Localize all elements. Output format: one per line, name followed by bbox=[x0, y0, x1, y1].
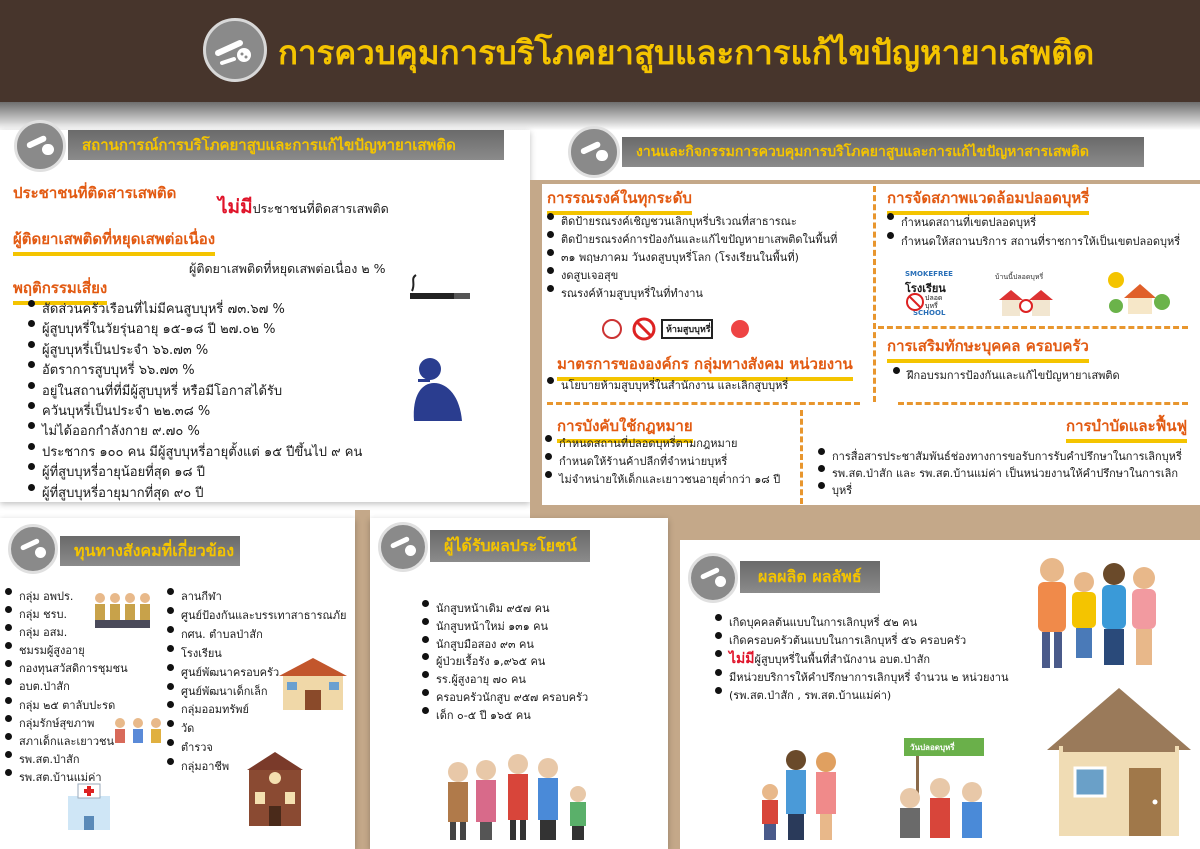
law-item: กำหนดให้ร้านค้าปลีกที่จำหน่ายบุหรี่ bbox=[545, 453, 780, 471]
volunteers-illustration bbox=[92, 590, 154, 634]
house-sign-text: บ้านนี้ปลอดบุหรี่ bbox=[995, 273, 1044, 281]
skill-list bbox=[893, 367, 1120, 385]
treat-item: รพ.สต.ป่าสัก และ รพ.สต.บ้านแม่ค่า เป็นหน่วยงานให้คำปรึกษาในการเลิก bbox=[818, 465, 1182, 482]
capital-item: โรงเรียน bbox=[167, 645, 346, 664]
org-list bbox=[547, 377, 788, 395]
beneficiaries-list bbox=[422, 600, 588, 725]
addicts-heading: ประชาชนที่ติดสารเสพติด bbox=[13, 184, 177, 202]
addicts-text: ประชาชนที่ติดสารเสพติด bbox=[252, 201, 389, 216]
people-group-illustration bbox=[112, 716, 164, 750]
beneficiaries-badge-icon bbox=[378, 522, 428, 572]
no-smoking-sign-text: ห้ามสูบบุหรี่ bbox=[666, 325, 711, 335]
activities-frame-left bbox=[530, 180, 542, 509]
output-item: เกิดบุคคลต้นแบบในการเลิกบุหรี่ ๕๒ คน bbox=[715, 614, 1009, 632]
capital-item: สภาเด็กและเยาวชน bbox=[5, 733, 128, 751]
treat-item-cont-text: บุหรี่ bbox=[832, 484, 853, 497]
bottom-frame-top-right bbox=[680, 525, 1200, 540]
output-none-label: ไม่มี bbox=[729, 651, 755, 667]
output-item4-cont-text: (รพ.สต.ป่าสัก , รพ.สต.บ้านแม่ค่า) bbox=[729, 689, 892, 702]
capital-item: กลุ่ม อสม. bbox=[5, 624, 128, 642]
capital-item: กลุ่ม ชรบ. bbox=[5, 606, 128, 624]
activities-divider-law bbox=[800, 410, 803, 504]
capital-item: รพ.สต.ป่าสัก bbox=[5, 751, 128, 769]
campaign-list bbox=[547, 213, 837, 303]
outputs-ribbon-text: ผลผลิต ผลลัพธ์ bbox=[758, 566, 862, 586]
risk-item-cont-text: ควันบุหรี่เป็นประจำ ๒๒.๓๘ % bbox=[42, 404, 211, 420]
school-sign-school-en: SCHOOL bbox=[913, 309, 946, 317]
beneficiary-item: รร.ผู้สูงอายุ ๗๐ คน bbox=[422, 671, 588, 689]
bottom-frame-gap-1 bbox=[355, 510, 370, 849]
capital-item: ศูนย์พัฒนาครอบครัว bbox=[167, 664, 346, 683]
risk-item: อัตราการสูบบุหรี่ ๖๖.๗๓ % bbox=[28, 361, 362, 381]
risk-item: ผู้ที่สูบบุหรี่อายุมากที่สุด ๙๐ ปี bbox=[28, 484, 362, 504]
capital-item: กลุ่ม ๒๕ ตาลับปะรด bbox=[5, 697, 128, 715]
activities-badge-icon bbox=[568, 126, 620, 178]
protest-sign-text: วันปลอดบุหรี่ bbox=[910, 743, 955, 752]
cigarette-illustration bbox=[408, 273, 472, 309]
risk-heading: พฤติกรรมเสี่ยง bbox=[13, 276, 107, 305]
beneficiary-item: ครอบครัวนักสูบ ๙๕๗ ครอบครัว bbox=[422, 689, 588, 707]
output-item: เกิดครอบครัวต้นแบบในการเลิกบุหรี่ ๕๖ ครอบครัว bbox=[715, 632, 1009, 650]
risk-item: สัดส่วนครัวเรือนที่ไม่มีคนสูบบุหรี่ ๗๓.๖๗ % bbox=[28, 300, 362, 320]
beneficiaries-ribbon bbox=[430, 530, 590, 562]
school-sign-free: ปลอด bbox=[925, 294, 943, 302]
capital-ribbon bbox=[60, 536, 240, 566]
no-smoking-logo-icon bbox=[203, 18, 267, 82]
capital-item: กศน. ตำบลป่าสัก bbox=[167, 626, 346, 645]
capital-item: กลุ่ม อพปร. bbox=[5, 588, 128, 606]
addicts-line bbox=[218, 192, 389, 222]
quit-heading: ผู้ติดยาเสพติดที่หยุดเสพต่อเนื่อง bbox=[13, 227, 215, 256]
capital-item: ศูนย์พัฒนาเด็กเล็ก bbox=[167, 683, 346, 702]
env-item: กำหนดสถานที่เขตปลอดบุหรี่ bbox=[887, 213, 1180, 232]
situation-ribbon-text: สถานการณ์การบริโภคยาสูบและการแก้ไขปัญหายาเสพติด bbox=[82, 136, 456, 154]
law-heading: การบังคับใช้กฎหมาย bbox=[557, 414, 693, 443]
campaign-item: รณรงค์ห้ามสูบบุหรี่ในที่ทำงาน bbox=[547, 285, 837, 303]
output-item-continuation bbox=[715, 687, 1009, 705]
capital-badge-icon bbox=[8, 524, 58, 574]
children-couple-illustration bbox=[756, 746, 846, 846]
capital-item: ชมรมผู้สูงอายุ bbox=[5, 642, 128, 660]
smokefree-house-sign bbox=[995, 272, 1057, 318]
capital-item: รพ.สต.บ้านแม่ค่า bbox=[5, 769, 128, 787]
capital-item: ตำรวจ bbox=[167, 739, 346, 758]
school-sign-school-th: โรงเรียน bbox=[905, 282, 946, 295]
campaign-item: ติดป้ายรณรงค์เชิญชวนเลิกบุหรี่บริเวณที่สาธารณะ bbox=[547, 213, 837, 231]
activities-ribbon-text: งานและกิจกรรมการควบคุมการบริโภคยาสูบและการแก้ไขปัญหาสารเสพติด bbox=[636, 144, 1089, 160]
capital-item: ลานกีฬา bbox=[167, 588, 346, 607]
treat-heading: การบำบัดและฟื้นฟู bbox=[1066, 414, 1187, 443]
org-heading: มาตรการขององค์กร กลุ่มทางสังคม หน่วยงาน bbox=[557, 352, 853, 381]
protest-crowd-illustration bbox=[888, 736, 998, 842]
bottom-frame-gap-2 bbox=[668, 510, 680, 849]
school-building-illustration bbox=[275, 656, 351, 716]
treat-item-continuation bbox=[818, 482, 1182, 499]
campaign-logos-illustration bbox=[600, 316, 760, 346]
activities-divider-skill bbox=[898, 402, 1188, 405]
env-item: กำหนดให้สถานบริการ สถานที่ราชการให้เป็นเขตปลอดบุหรี่ bbox=[887, 232, 1180, 251]
output-item3-text: ผู้สูบบุหรี่ในพื้นที่สำนักงาน อบต.ป่าสัก bbox=[754, 653, 931, 666]
risk-item: อยู่ในสถานที่ที่มีผู้สูบบุหรี่ หรือมีโอกาสได้รับ bbox=[28, 382, 362, 402]
beneficiary-item: เด็ก ๐-๕ ปี ๑๖๕ คน bbox=[422, 707, 588, 725]
quit-text: ผู้ติดยาเสพติดที่หยุดเสพต่อเนื่อง ๒ % bbox=[189, 261, 386, 276]
risk-item: ผู้สูบบุหรี่ในวัยรุ่นอายุ ๑๕-๑๘ ปี ๒๗.๐๒ % bbox=[28, 320, 362, 340]
addicts-none-label: ไม่มี bbox=[218, 196, 253, 218]
capital-ribbon-text: ทุนทางสังคมที่เกี่ยวข้อง bbox=[74, 540, 235, 560]
beneficiary-item: นักสูบหน้าเดิม ๙๕๗ คน bbox=[422, 600, 588, 618]
risk-item-continuation bbox=[28, 402, 362, 422]
smoker-silhouette-illustration bbox=[408, 355, 468, 425]
output-item bbox=[715, 650, 1009, 669]
page-title: การควบคุมการบริโภคยาสูบและการแก้ไขปัญหายาเสพติด bbox=[278, 33, 1095, 72]
law-list bbox=[545, 435, 780, 489]
risk-item: ไม่ได้ออกกำลังกาย ๙.๗๐ % bbox=[28, 422, 362, 442]
capital-item: กลุ่มรักษ์สุขภาพ bbox=[5, 715, 128, 733]
campaign-heading: การรณรงค์ในทุกระดับ bbox=[547, 186, 692, 215]
campaign-item: ๓๑ พฤษภาคม วันงดสูบบุหรี่โลก (โรงเรียนในพื้นที่) bbox=[547, 249, 837, 267]
risk-item: ผู้สูบบุหรี่เป็นประจำ ๖๖.๗๓ % bbox=[28, 341, 362, 361]
capital-item: ศูนย์ป้องกันและบรรเทาสาธารณภัย bbox=[167, 607, 346, 626]
outputs-ribbon bbox=[740, 561, 880, 593]
school-sign-smokefree: SMOKEFREE bbox=[905, 270, 953, 278]
env-list bbox=[887, 213, 1180, 251]
hospital-illustration bbox=[64, 782, 114, 836]
beneficiary-item: นักสูบหน้าใหม่ ๑๓๑ คน bbox=[422, 618, 588, 636]
beneficiary-item: นักสูบมือสอง ๙๓ คน bbox=[422, 636, 588, 654]
skill-heading: การเสริมทักษะบุคคล ครอบครัว bbox=[887, 334, 1089, 363]
law-item-continuation bbox=[545, 471, 780, 489]
output-item: มีหน่วยบริการให้คำปรึกษาการเลิกบุหรี่ จำนวน ๒ หน่วยงาน bbox=[715, 669, 1009, 687]
outputs-badge-icon bbox=[688, 553, 738, 603]
law-item: กำหนดสถานที่ปลอดบุหรี่ตามกฎหมาย bbox=[545, 435, 780, 453]
risk-item: ผู้ที่สูบบุหรี่อายุน้อยที่สุด ๑๘ ปี bbox=[28, 463, 362, 483]
capital-item: กลุ่มออมทรัพย์ bbox=[167, 701, 346, 720]
campaign-item: ติดป้ายรณรงค์การป้องกันและแก้ไขปัญหายาเสพติดในพื้นที่ bbox=[547, 231, 837, 249]
situation-badge-icon bbox=[14, 120, 66, 172]
government-building-illustration bbox=[245, 748, 305, 832]
activities-divider-org bbox=[547, 402, 860, 405]
treat-item: การสื่อสารประชาสัมพันธ์ช่องทางการขอรับการรับคำปรึกษาในการเลิกบุหรี่ bbox=[818, 448, 1182, 465]
activities-ribbon bbox=[622, 137, 1144, 167]
risk-item: ประชากร ๑๐๐ คน มีผู้สูบบุหรี่อายุตั้งแต่ ๑๕ ปีขึ้นไป ๙ คน bbox=[28, 443, 362, 463]
smokefree-community-illustration bbox=[1104, 268, 1174, 322]
page-header bbox=[0, 0, 1200, 102]
org-item: นโยบายห้ามสูบบุหรี่ในสำนักงาน และเลิกสูบบุหรี่ bbox=[547, 377, 788, 395]
activities-divider-env bbox=[878, 326, 1188, 329]
activities-divider-vertical bbox=[873, 186, 876, 402]
outputs-list bbox=[715, 614, 1009, 705]
campaign-item: งดสูบเจอสุข bbox=[547, 267, 837, 285]
smokefree-school-sign bbox=[903, 270, 959, 318]
family-group-illustration bbox=[440, 750, 600, 846]
beneficiaries-ribbon-text: ผู้ได้รับผลประโยชน์ bbox=[444, 535, 577, 555]
school-sign-cigarette: บุหรี่ bbox=[925, 302, 938, 310]
skill-item: ฝึกอบรมการป้องกันและแก้ไขปัญหายาเสพติด bbox=[893, 367, 1120, 385]
capital-item: กลุ่มอาชีพ bbox=[167, 758, 346, 777]
env-heading: การจัดสภาพแวดล้อมปลอดบุหรี่ bbox=[887, 186, 1089, 215]
capital-item: อบต.ป่าสัก bbox=[5, 678, 128, 696]
risk-list bbox=[28, 300, 362, 504]
capital-item: กองทุนสวัสดิการชุมชน bbox=[5, 660, 128, 678]
happy-family-illustration bbox=[1028, 548, 1164, 676]
law-item-cont-text: ไม่จำหน่ายให้เด็กและเยาวชนอายุต่ำกว่า ๑๘ ปี bbox=[559, 473, 781, 486]
situation-ribbon bbox=[68, 130, 504, 160]
treat-list bbox=[818, 448, 1182, 499]
beneficiary-item: ผู้ป่วยเรื้อรัง ๑,๙๖๕ คน bbox=[422, 653, 588, 671]
house-illustration bbox=[1045, 684, 1193, 844]
capital-item: วัด bbox=[167, 720, 346, 739]
